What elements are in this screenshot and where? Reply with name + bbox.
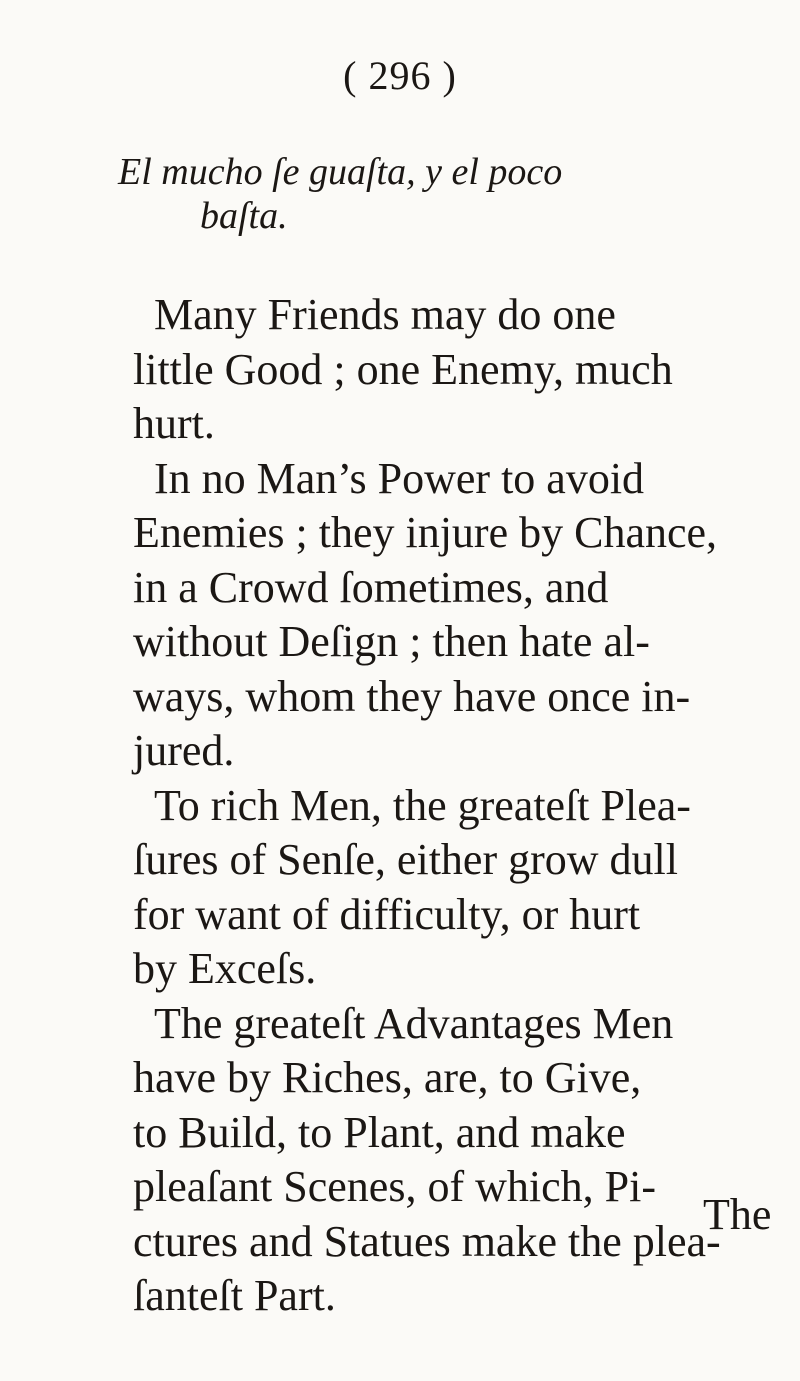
body-text	[133, 288, 795, 1324]
proverb-line: baſta.	[200, 195, 288, 237]
paragraph-enemies	[133, 452, 795, 779]
text-line: in a Crowd ſometimes, and	[133, 562, 609, 612]
text-line: pleaſant Scenes, of which, Pi-	[133, 1162, 656, 1211]
paragraph-friends	[133, 288, 795, 452]
text-line: hurt.	[133, 399, 215, 448]
text-line: To rich Men, the greateſt Plea-	[154, 780, 691, 830]
paragraph-advantages	[133, 997, 795, 1324]
text-line: In no Man’s Power to avoid	[154, 453, 645, 503]
text-line: by Exceſs.	[133, 944, 317, 993]
text-line: for want of difficulty, or hurt	[133, 889, 641, 939]
text-line: have by Riches, are, to Give,	[133, 1053, 642, 1102]
text-line: The greateſt Advantages Men	[154, 998, 674, 1048]
proverb-line: El mucho ſe guaſta, y el poco	[118, 151, 563, 193]
spanish-proverb	[118, 150, 678, 238]
catchword: The	[703, 1190, 772, 1239]
text-line: jured.	[133, 726, 235, 775]
text-line: ctures and Statues make the plea-	[133, 1216, 721, 1266]
page-number: ( 296 )	[343, 53, 457, 98]
text-line: ſures of Senſe, either grow dull	[133, 835, 678, 884]
text-line: little Good ; one Enemy, much	[133, 344, 673, 394]
text-line: ways, whom they have once in-	[133, 671, 691, 721]
text-line: without Deſign ; then hate al-	[133, 617, 650, 666]
text-line: ſanteſt Part.	[133, 1271, 336, 1320]
text-line: Enemies ; they injure by Chance,	[133, 508, 718, 557]
text-line: Many Friends may do one	[154, 290, 616, 339]
text-line: to Build, to Plant, and make	[133, 1107, 626, 1157]
paragraph-rich-men	[133, 779, 795, 997]
